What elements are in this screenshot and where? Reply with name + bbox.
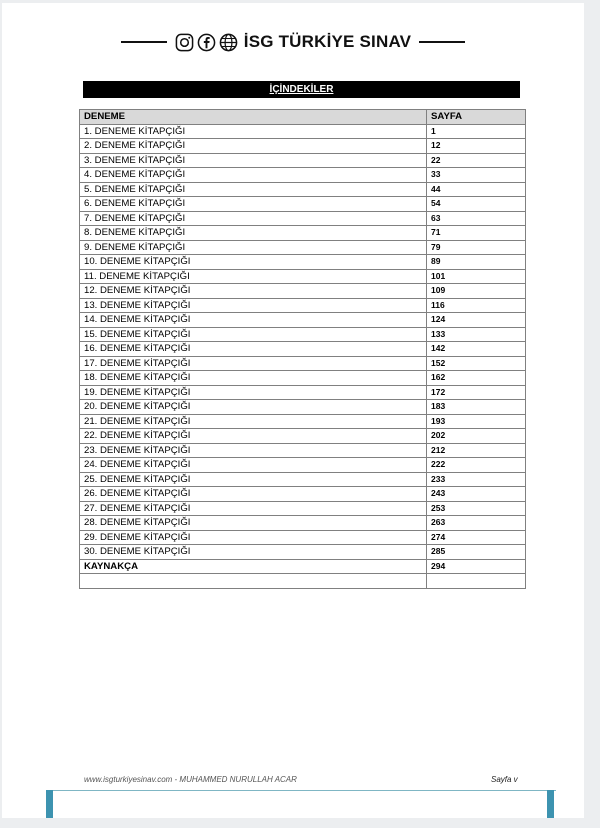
toc-entry-page: 79	[427, 240, 526, 255]
toc-entry-page: 294	[427, 559, 526, 574]
toc-entry-page: 63	[427, 211, 526, 226]
toc-table	[79, 109, 526, 589]
footer-divider	[46, 790, 556, 791]
toc-row	[80, 240, 526, 255]
toc-entry-title: 24. DENEME KİTAPÇIĞI	[80, 458, 427, 473]
page-header	[2, 30, 584, 54]
toc-entry-page: 193	[427, 414, 526, 429]
toc-entry-title	[80, 574, 427, 589]
toc-row	[80, 516, 526, 531]
toc-entry-page: 253	[427, 501, 526, 516]
toc-row	[80, 313, 526, 328]
toc-row	[80, 153, 526, 168]
toc-entry-page: 274	[427, 530, 526, 545]
toc-entry-page: 202	[427, 429, 526, 444]
toc-row	[80, 197, 526, 212]
toc-entry-page: 101	[427, 269, 526, 284]
toc-row	[80, 530, 526, 545]
toc-entry-page: 142	[427, 342, 526, 357]
toc-entry-title: 12. DENEME KİTAPÇIĞI	[80, 284, 427, 299]
toc-entry-title: 28. DENEME KİTAPÇIĞI	[80, 516, 427, 531]
toc-entry-title: 14. DENEME KİTAPÇIĞI	[80, 313, 427, 328]
toc-entry-page: 1	[427, 124, 526, 139]
toc-row	[80, 443, 526, 458]
toc-entry-page: 243	[427, 487, 526, 502]
toc-entry-title: 11. DENEME KİTAPÇIĞI	[80, 269, 427, 284]
toc-entry-title: 18. DENEME KİTAPÇIĞI	[80, 371, 427, 386]
toc-entry-page: 89	[427, 255, 526, 270]
toc-entry-page: 109	[427, 284, 526, 299]
toc-entry-title: 6. DENEME KİTAPÇIĞI	[80, 197, 427, 212]
toc-entry-title: 26. DENEME KİTAPÇIĞI	[80, 487, 427, 502]
toc-entry-title: 5. DENEME KİTAPÇIĞI	[80, 182, 427, 197]
toc-entry-page: 71	[427, 226, 526, 241]
column-header-deneme: DENEME	[80, 110, 427, 125]
footer-accent-right	[547, 790, 554, 818]
toc-entry-page: 285	[427, 545, 526, 560]
toc-entry-title: 13. DENEME KİTAPÇIĞI	[80, 298, 427, 313]
toc-entry-title: 23. DENEME KİTAPÇIĞI	[80, 443, 427, 458]
toc-row	[80, 487, 526, 502]
toc-entry-page: 172	[427, 385, 526, 400]
toc-row	[80, 168, 526, 183]
toc-row	[80, 124, 526, 139]
toc-entry-title: 20. DENEME KİTAPÇIĞI	[80, 400, 427, 415]
toc-row	[80, 414, 526, 429]
toc-entry-title: 10. DENEME KİTAPÇIĞI	[80, 255, 427, 270]
toc-entry-page: 44	[427, 182, 526, 197]
toc-entry-title: 17. DENEME KİTAPÇIĞI	[80, 356, 427, 371]
toc-entry-title: 16. DENEME KİTAPÇIĞI	[80, 342, 427, 357]
toc-row	[80, 356, 526, 371]
toc-entry-page: 183	[427, 400, 526, 415]
toc-entry-title: 30. DENEME KİTAPÇIĞI	[80, 545, 427, 560]
toc-entry-page: 12	[427, 139, 526, 154]
toc-row	[80, 139, 526, 154]
toc-entry-title: 27. DENEME KİTAPÇIĞI	[80, 501, 427, 516]
toc-entry-page: 33	[427, 168, 526, 183]
toc-row	[80, 269, 526, 284]
toc-entry-title: 9. DENEME KİTAPÇIĞI	[80, 240, 427, 255]
toc-entry-page	[427, 574, 526, 589]
header-rule-left	[121, 41, 167, 43]
toc-row	[80, 211, 526, 226]
toc-row	[80, 298, 526, 313]
toc-entry-page: 212	[427, 443, 526, 458]
toc-entry-title: 21. DENEME KİTAPÇIĞI	[80, 414, 427, 429]
toc-entry-page: 233	[427, 472, 526, 487]
toc-row	[80, 400, 526, 415]
document-page	[2, 3, 584, 818]
toc-row	[80, 472, 526, 487]
toc-row	[80, 182, 526, 197]
toc-header-row	[80, 110, 526, 125]
footer-accent-left	[46, 790, 53, 818]
toc-entry-title: 22. DENEME KİTAPÇIĞI	[80, 429, 427, 444]
footer-website-author: www.isgturkiyesinav.com - MUHAMMED NURULLAH ACAR	[84, 775, 297, 784]
facebook-icon	[197, 33, 216, 52]
toc-entry-title: 19. DENEME KİTAPÇIĞI	[80, 385, 427, 400]
footer-page-number: Sayfa v	[491, 775, 518, 784]
toc-body	[80, 124, 526, 588]
toc-row	[80, 284, 526, 299]
toc-entry-title: 29. DENEME KİTAPÇIĞI	[80, 530, 427, 545]
toc-entry-title: KAYNAKÇA	[80, 559, 427, 574]
toc-row	[80, 327, 526, 342]
toc-entry-title: 1. DENEME KİTAPÇIĞI	[80, 124, 427, 139]
toc-row	[80, 385, 526, 400]
toc-row	[80, 559, 526, 574]
brand-title: İSG TÜRKİYE SINAV	[243, 32, 412, 51]
toc-entry-title: 2. DENEME KİTAPÇIĞI	[80, 139, 427, 154]
toc-title: İÇİNDEKİLER	[83, 81, 520, 98]
toc-row	[80, 371, 526, 386]
toc-entry-title: 4. DENEME KİTAPÇIĞI	[80, 168, 427, 183]
header-rule-right	[419, 41, 465, 43]
toc-entry-page: 54	[427, 197, 526, 212]
toc-entry-page: 152	[427, 356, 526, 371]
toc-row	[80, 545, 526, 560]
toc-entry-page: 162	[427, 371, 526, 386]
toc-row	[80, 501, 526, 516]
toc-entry-page: 263	[427, 516, 526, 531]
toc-entry-title: 8. DENEME KİTAPÇIĞI	[80, 226, 427, 241]
toc-row	[80, 458, 526, 473]
toc-entry-page: 222	[427, 458, 526, 473]
toc-entry-page: 22	[427, 153, 526, 168]
toc-row	[80, 574, 526, 589]
toc-entry-page: 124	[427, 313, 526, 328]
toc-entry-title: 7. DENEME KİTAPÇIĞI	[80, 211, 427, 226]
toc-row	[80, 226, 526, 241]
toc-row	[80, 342, 526, 357]
toc-row	[80, 255, 526, 270]
toc-entry-page: 133	[427, 327, 526, 342]
toc-entry-title: 25. DENEME KİTAPÇIĞI	[80, 472, 427, 487]
globe-icon	[219, 33, 238, 52]
toc-entry-page: 116	[427, 298, 526, 313]
column-header-sayfa: SAYFA	[427, 110, 526, 125]
toc-row	[80, 429, 526, 444]
toc-entry-title: 3. DENEME KİTAPÇIĞI	[80, 153, 427, 168]
instagram-icon	[175, 33, 194, 52]
toc-entry-title: 15. DENEME KİTAPÇIĞI	[80, 327, 427, 342]
